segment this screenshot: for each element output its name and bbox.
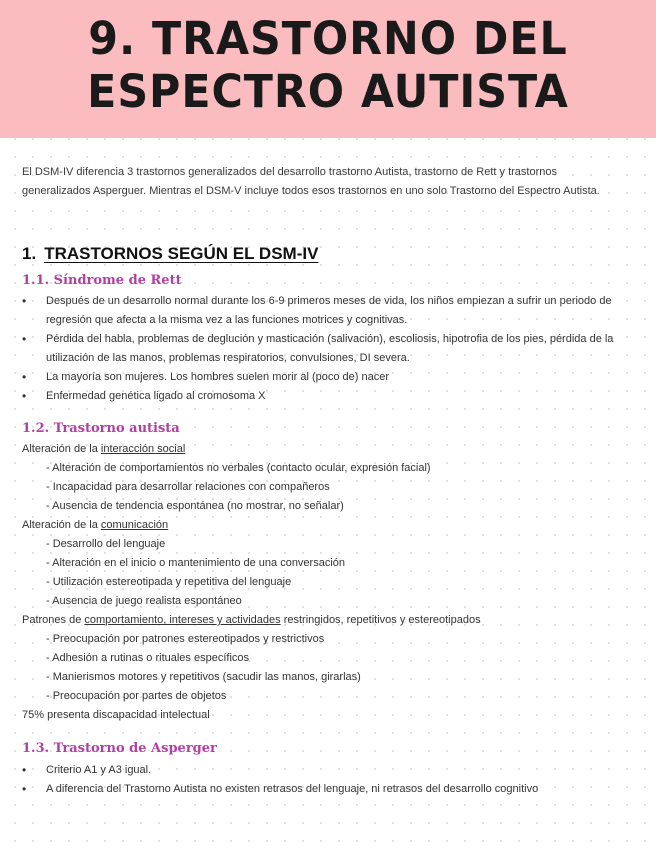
section-heading-dsm-iv bbox=[22, 244, 318, 264]
list-item: - Incapacidad para desarrollar relaciones con compañeros bbox=[46, 481, 330, 493]
list-item: - Ausencia de tendencia espontánea (no mostrar, no señalar) bbox=[46, 500, 344, 512]
group-heading-interaction: Alteración de la interacción social bbox=[22, 443, 186, 455]
title-line-2: ESPECTRO AUTISTA bbox=[87, 65, 569, 118]
subheading-autism: 1.2. Trastorno autista bbox=[22, 421, 180, 436]
list-item: - Manierismos motores y repetitivos (sacudir las manos, girarlas) bbox=[46, 671, 361, 683]
list-item: - Utilización estereotipada y repetitiva del lenguaje bbox=[46, 576, 292, 588]
list-item: • A diferencia del Trastorno Autista no existen retrasos del lenguaje, ni retrasos del desarrollo cognitivo bbox=[22, 780, 622, 799]
list-item: - Preocupación por partes de objetos bbox=[46, 690, 227, 702]
bullet-icon: • bbox=[22, 332, 27, 346]
list-item: • La mayoría son mujeres. Los hombres suelen morir al (poco de) nacer bbox=[22, 368, 622, 387]
bullet-icon: • bbox=[22, 370, 27, 384]
section-number: 1. bbox=[22, 244, 37, 263]
section-title: TRASTORNOS SEGÚN EL DSM-IV bbox=[44, 244, 319, 263]
list-item: - Ausencia de juego realista espontáneo bbox=[46, 595, 242, 607]
list-item: • Pérdida del habla, problemas de deglución y masticación (salivación), escoliosis, hipotrofia de los pies, pérdida de la utilización de las manos, problemas respiratorios, convulsiones, DI severa. bbox=[22, 332, 614, 364]
bullet-icon: • bbox=[22, 763, 27, 777]
list-item: - Alteración de comportamientos no verbales (contacto ocular, expresión facial) bbox=[46, 462, 431, 474]
group-heading-patterns: Patrones de comportamiento, intereses y actividades restringidos, repetitivos y estereotipados bbox=[22, 614, 481, 626]
subheading-asperger: 1.3. Trastorno de Asperger bbox=[22, 741, 217, 756]
bullet-icon: • bbox=[22, 782, 27, 796]
list-item: • Criterio A1 y A3 igual. bbox=[22, 761, 622, 780]
list-item: • Después de un desarrollo normal durante los 6-9 primeros meses de vida, los niños empiezan a sufrir un periodo de regresión que afecta a la misma vez a las funciones motrices y cognitivas. bbox=[22, 294, 612, 326]
page-title bbox=[16, 12, 639, 118]
list-item: - Adhesión a rutinas o rituales específicos bbox=[46, 652, 250, 664]
intellectual-disability-note: 75% presenta discapacidad intelectual bbox=[22, 709, 210, 721]
bullet-icon: • bbox=[22, 294, 27, 308]
intro-paragraph: El DSM-IV diferencia 3 trastornos generalizados del desarrollo trastorno Autista, trastorno de Rett y trastornos generalizados Asperguer. Mientras el DSM-V incluye todos esos trastornos en uno solo Trastorno del Espectro Autista. bbox=[22, 166, 600, 197]
title-line-1: 9. TRASTORNO DEL bbox=[88, 12, 568, 65]
list-item: - Desarrollo del lenguaje bbox=[46, 538, 166, 550]
bullet-icon: • bbox=[22, 389, 27, 403]
list-item: • Enfermedad genética ligado al cromosoma X bbox=[22, 387, 622, 406]
subheading-rett: 1.1. Síndrome de Rett bbox=[22, 273, 182, 288]
list-item: - Alteración en el inicio o mantenimiento de una conversación bbox=[46, 557, 346, 569]
group-heading-communication: Alteración de la comunicación bbox=[22, 519, 169, 531]
list-item: - Preocupación por patrones estereotipados y restrictivos bbox=[46, 633, 325, 645]
